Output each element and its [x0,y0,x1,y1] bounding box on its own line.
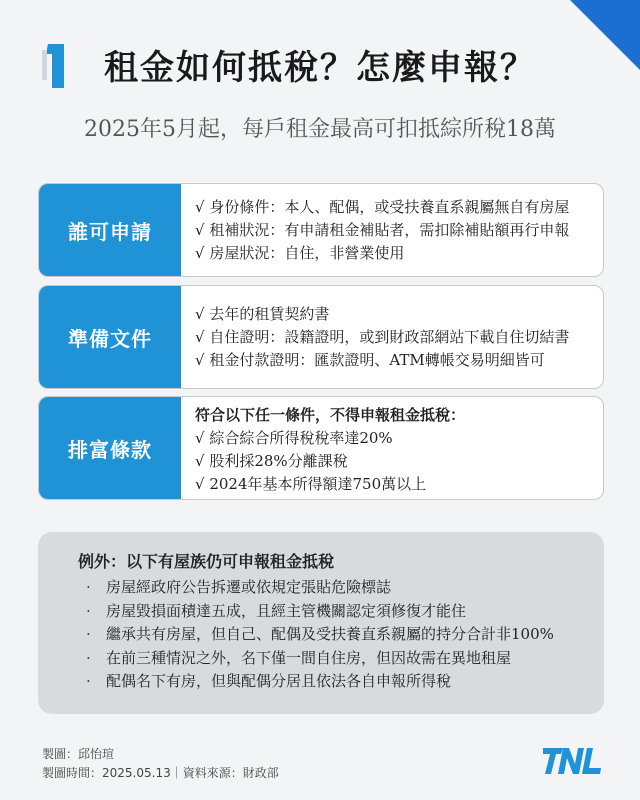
section-label: 準備文件 [39,286,181,388]
bullet: · [86,648,91,667]
bullet: · [86,601,91,620]
eligibility-section [38,183,604,277]
tnl-logo [543,748,601,774]
list-item [78,576,604,600]
section-label: 誰可申請 [39,184,181,276]
number-one-icon [40,44,66,88]
list-item [78,623,604,647]
list-item: √ 去年的租賃契約書 [195,305,330,323]
section-body [181,286,603,388]
list-item: √ 身份條件：本人、配偶，或受扶養直系親屬無自有房屋 [195,198,570,216]
bullet: · [86,578,91,596]
section-body [181,397,603,499]
section-body [181,184,603,276]
credits [42,745,279,783]
list-item [78,670,604,694]
exception-text: 房屋毀損面積達五成，且經主管機關認定須修復才能住 [106,601,467,620]
credit-date-source: 製圖時間：2025.05.13｜資料來源：財政部 [42,766,279,780]
exceptions-box [38,532,604,714]
wealth-exclusion-section [38,396,604,500]
section-label: 排富條款 [39,397,181,499]
exception-text: 房屋經政府公告拆遷或依規定張貼危險標誌 [106,578,392,596]
page-title: 租金如何抵稅？怎麼申報？ [104,48,536,88]
corner-accent [570,0,640,70]
exception-text: 在前三種情況之外，名下僅一間自住房，但因故需在異地租屋 [106,648,512,667]
list-item [78,600,604,624]
list-item: √ 房屋狀況：自住，非營業使用 [195,244,405,262]
list-item: √ 租金付款證明：匯款證明、ATM轉帳交易明細皆可 [195,351,545,369]
list-item: √ 2024年基本所得額達750萬以上 [195,475,427,493]
list-item: √ 自住證明：設籍證明，或到財政部網站下載自住切結書 [195,328,570,346]
credit-author: 製圖：邱怡瑄 [42,747,115,761]
documents-section [38,285,604,389]
bullet: · [86,672,91,690]
section-heading: 符合以下任一條件，不得申報租金抵稅： [195,406,466,424]
list-item: √ 股利採28%分離課稅 [195,452,348,470]
exceptions-title: 例外：以下有屋族仍可申報租金抵稅 [78,552,335,571]
bullet: · [86,625,91,643]
list-item: √ 綜合綜合所得稅稅率達20% [195,429,393,447]
exception-text: 配偶名下有房，但與配偶分居且依法各自申報所得稅 [106,672,452,690]
list-item: √ 租補狀況：有申請租金補貼者，需扣除補貼額再行申報 [195,221,570,239]
exception-text: 繼承共有房屋，但自己、配偶及受扶養直系親屬的持分合計非100% [106,625,554,643]
page-subtitle: 2025年5月起，每戶租金最高可扣抵綜所稅18萬 [84,117,556,142]
list-item [78,647,604,671]
